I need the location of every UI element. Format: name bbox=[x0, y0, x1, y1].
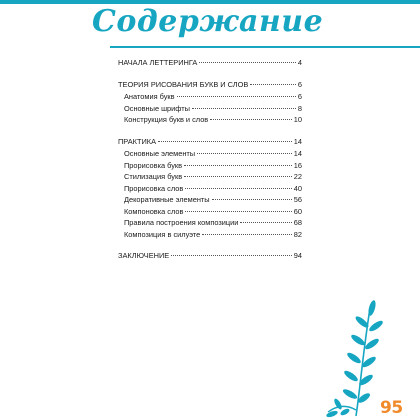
toc-entry-label: ПРАКТИКА bbox=[118, 136, 157, 146]
dot-leader bbox=[158, 141, 292, 142]
toc-entry-page: 82 bbox=[293, 229, 302, 239]
toc-entry-page: 14 bbox=[293, 149, 302, 158]
dot-leader bbox=[171, 255, 292, 256]
toc-entry-label: Композиция в силуэте bbox=[124, 229, 201, 239]
toc-entry-page: 40 bbox=[293, 183, 302, 193]
toc-entry-label: Декоративные элементы bbox=[124, 195, 210, 204]
toc-entry-label: Стилизация букв bbox=[124, 172, 183, 181]
toc-section bbox=[118, 137, 302, 242]
toc-section bbox=[118, 58, 302, 70]
toc-entry-page: 8 bbox=[297, 103, 302, 113]
toc-item bbox=[118, 115, 302, 127]
toc-entry-label: Основные шрифты bbox=[124, 103, 190, 113]
dot-leader bbox=[192, 108, 296, 109]
toc-section-heading bbox=[118, 251, 302, 263]
dot-leader bbox=[185, 188, 291, 189]
toc-entry-page: 6 bbox=[297, 79, 302, 89]
toc-item bbox=[118, 104, 302, 116]
toc-entry-page: 4 bbox=[297, 58, 302, 67]
toc-section-heading bbox=[118, 80, 302, 92]
dot-leader bbox=[177, 96, 296, 97]
toc-item bbox=[118, 184, 302, 196]
dot-leader bbox=[202, 234, 292, 235]
dot-leader bbox=[240, 222, 291, 223]
toc-section-heading bbox=[118, 137, 302, 149]
table-of-contents bbox=[118, 58, 302, 273]
toc-entry-label: НАЧАЛА ЛЕТТЕРИНГА bbox=[118, 58, 198, 67]
dot-leader bbox=[250, 84, 296, 85]
toc-entry-label: Компоновка слов bbox=[124, 206, 184, 216]
toc-entry-label: Анатомия букв bbox=[124, 92, 175, 101]
toc-entry-page: 22 bbox=[293, 172, 302, 181]
toc-section bbox=[118, 251, 302, 263]
toc-item bbox=[118, 172, 302, 184]
dot-leader bbox=[197, 153, 292, 154]
toc-entry-label: Прорисовка слов bbox=[124, 183, 184, 193]
toc-entry-label: Основные элементы bbox=[124, 149, 196, 158]
page-number: 95 bbox=[380, 398, 403, 418]
toc-entry-page: 60 bbox=[293, 206, 302, 216]
dot-leader bbox=[185, 211, 291, 212]
toc-item bbox=[118, 161, 302, 173]
dot-leader bbox=[212, 199, 292, 200]
toc-entry-page: 16 bbox=[293, 160, 302, 170]
toc-entry-label: Прорисовка букв bbox=[124, 160, 183, 170]
toc-entry-label: ЗАКЛЮЧЕНИЕ bbox=[118, 251, 170, 260]
title-underline bbox=[110, 46, 420, 48]
toc-item bbox=[118, 230, 302, 242]
toc-entry-label: Правила построения композиции bbox=[124, 218, 239, 227]
toc-section-heading bbox=[118, 58, 302, 70]
page-title: Содержание bbox=[92, 4, 324, 39]
toc-item bbox=[118, 92, 302, 104]
toc-section bbox=[118, 80, 302, 127]
toc-entry-page: 56 bbox=[293, 195, 302, 204]
dot-leader bbox=[184, 165, 292, 166]
toc-entry-page: 94 bbox=[293, 251, 302, 260]
toc-entry-page: 6 bbox=[297, 92, 302, 101]
toc-entry-label: ТЕОРИЯ РИСОВАНИЯ БУКВ И СЛОВ bbox=[118, 79, 249, 89]
toc-entry-page: 68 bbox=[293, 218, 302, 227]
toc-item bbox=[118, 218, 302, 230]
toc-item bbox=[118, 149, 302, 161]
dot-leader bbox=[184, 176, 292, 177]
toc-item bbox=[118, 195, 302, 207]
dot-leader bbox=[210, 119, 292, 120]
dot-leader bbox=[199, 62, 296, 63]
toc-item bbox=[118, 207, 302, 219]
toc-entry-page: 10 bbox=[293, 115, 302, 124]
toc-entry-page: 14 bbox=[293, 136, 302, 146]
toc-entry-label: Конструкция букв и слов bbox=[124, 115, 209, 124]
